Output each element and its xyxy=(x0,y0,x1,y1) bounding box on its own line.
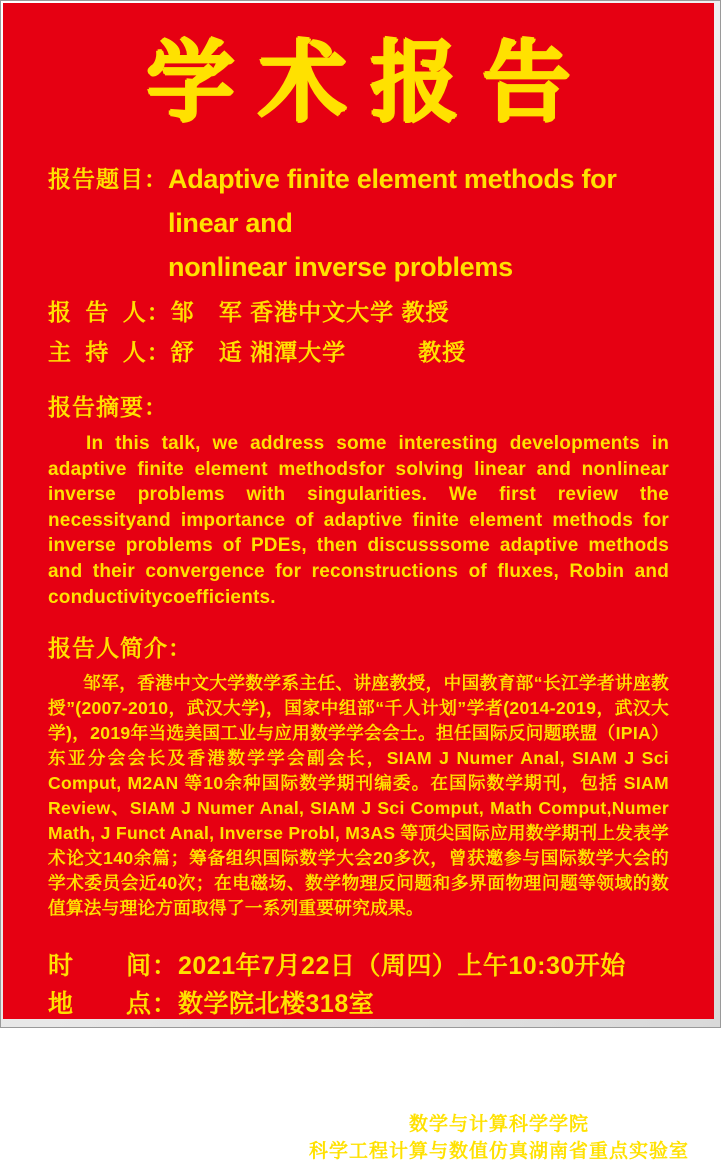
speaker-label: 报 告 人： xyxy=(48,299,171,325)
footer-department: 数学与计算科学学院 xyxy=(408,1114,589,1136)
abstract-heading: 报告摘要： xyxy=(48,394,168,420)
topic-row xyxy=(48,157,669,289)
host-row xyxy=(48,335,669,369)
speaker-value: 邹 军 香港中文大学 教授 xyxy=(170,299,450,325)
topic-label: 报告题目： xyxy=(48,166,168,192)
location-row xyxy=(48,985,669,1023)
abstract-text: In this talk, we address some interesting developments in adaptive finite element methodsfor solving linear and nonlinear inverse problems with singularities. We first review the necessityand importance of adaptive finite element methods for inverse problems of PDEs, then discusssome adaptive methods and their convergence for reconstructions of fluxes, Robin and conductivitycoefficients. xyxy=(48,433,669,608)
time-value: 2021年7月22日（周四）上午10:30开始 xyxy=(178,952,626,981)
poster-title: 学术报告 xyxy=(146,33,595,132)
footer-lab: 科学工程计算与数值仿真湖南省重点实验室 xyxy=(308,1141,689,1163)
welcome-text: 欢迎广大师生参加 xyxy=(70,1031,665,1095)
speaker-row xyxy=(48,295,669,329)
academic-talk-poster xyxy=(3,3,714,1163)
bio-heading: 报告人简介： xyxy=(48,635,192,662)
topic-line-2: nonlinear inverse problems xyxy=(168,252,513,282)
topic-line-1: Adaptive finite element methods for linear and xyxy=(168,164,617,238)
footer-signature xyxy=(309,1111,689,1165)
topic-title xyxy=(168,157,669,289)
host-value: 舒 适 湘潭大学 教授 xyxy=(170,339,467,365)
location-label: 地 点： xyxy=(48,990,179,1019)
when-where-block xyxy=(48,947,669,1023)
time-row xyxy=(48,947,669,985)
time-label: 时 间： xyxy=(48,952,179,981)
host-label: 主 持 人： xyxy=(48,339,171,365)
bio-text: 邹军，香港中文大学数学系主任、讲座教授，中国教育部“长江学者讲座教授”(2007-2010，武汉大学)，国家中组部“千人计划”学者(2014-2019，武汉大学)，2019年当选美国工业与应用数学学会会士。担任国际反问题联盟（IPIA）东亚分会会长及香港数学学会副会长，SIAM J Numer Anal, SIAM J Sci Comput, M2AN 等10余种国际数学期刊编委。在国际数学期刊，包括 SIAM Review、SIAM J Numer Anal, SIAM J Sci Comput, Math Comput,Numer Math, J Funct Anal, Inverse Probl, M3AS 等顶尖国际应用数学期刊上发表学术论文140余篇；筹备组织国际数学大会20多次，曾获邀参与国际数学大会的学术委员会近40次；在电磁场、数学物理反问题和多界面物理问题等领域的数值算法与理论方面取得了一系列重要研究成果。 xyxy=(48,673,669,919)
location-value: 数学院北楼318室 xyxy=(178,990,375,1019)
